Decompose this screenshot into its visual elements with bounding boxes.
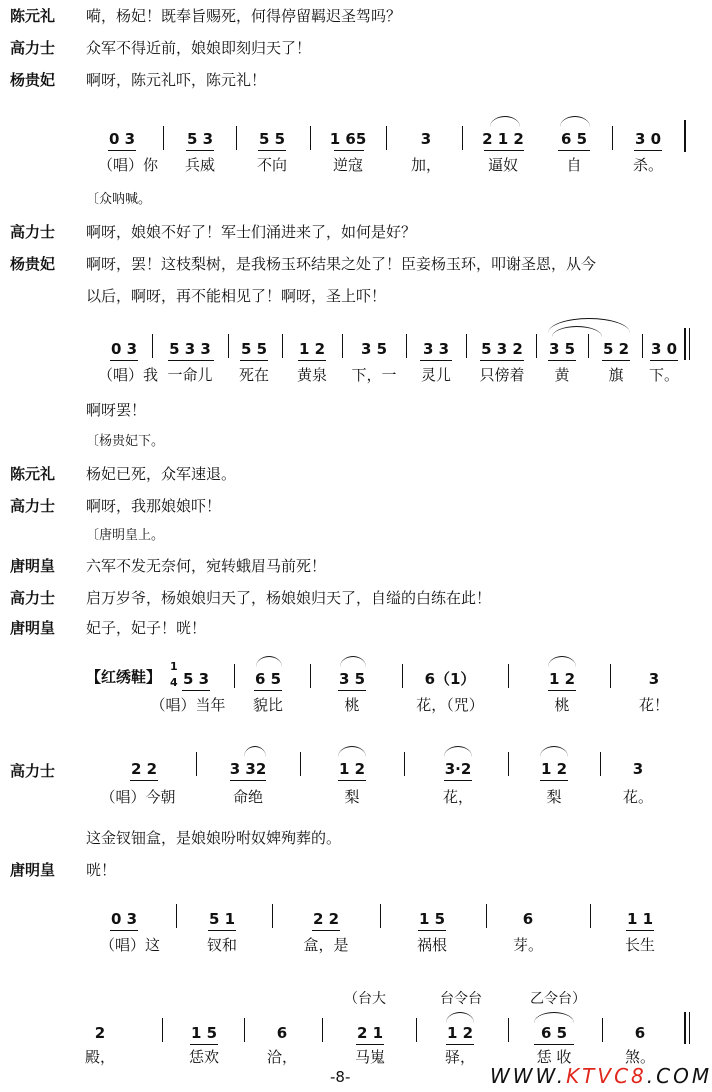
dialog-line bbox=[0, 824, 700, 852]
dialog-line bbox=[0, 66, 700, 94]
dialog-line bbox=[0, 282, 700, 310]
site-prefix: WWW. bbox=[490, 1064, 567, 1088]
lyric: （唱）我 bbox=[97, 366, 159, 384]
lyric: （唱）你 bbox=[97, 156, 159, 174]
lyric: 盒，是 bbox=[303, 936, 349, 954]
notation: 3 5 bbox=[360, 340, 388, 358]
lyric: 黄泉 bbox=[296, 366, 328, 384]
lyric: （唱）今朝 bbox=[100, 788, 176, 806]
lyric: 不向 bbox=[256, 156, 288, 174]
dialog-line bbox=[0, 218, 700, 246]
lyric: 殿， bbox=[84, 1048, 116, 1066]
lyric: 恁欢 bbox=[188, 1048, 220, 1066]
notation: 3·2 bbox=[444, 760, 472, 778]
notation: 3 5 bbox=[338, 670, 366, 688]
lyric: 桃 bbox=[344, 696, 360, 714]
lyric: 花，（咒） bbox=[416, 696, 484, 714]
lyric: 自 bbox=[566, 156, 582, 174]
dialog-text: 启万岁爷，杨娘娘归天了，杨娘娘归天了，自缢的白练在此！ bbox=[86, 589, 492, 607]
percussion: 乙令台） bbox=[530, 991, 586, 1007]
notation: 3 bbox=[420, 130, 432, 148]
dialog-line bbox=[0, 34, 700, 62]
dialog-line bbox=[0, 460, 700, 488]
dialog-text: 啊呀，罢！这枝梨树，是我杨玉环结果之处了！臣妾杨玉环，叩谢圣恩，从今 bbox=[86, 255, 597, 273]
speaker-name: 杨贵妃 bbox=[10, 255, 56, 273]
notation: 5 5 bbox=[258, 130, 286, 148]
notation: 0 3 bbox=[108, 130, 136, 148]
dialog-text: 六军不发无奈何，宛转蛾眉马前死！ bbox=[86, 557, 327, 575]
lyric: 洽， bbox=[266, 1048, 298, 1066]
dialog-text: 咣！ bbox=[86, 861, 117, 879]
speaker-name: 杨贵妃 bbox=[10, 71, 56, 89]
percussion: （台大 bbox=[344, 991, 386, 1007]
percussion: 台令台 bbox=[440, 991, 482, 1007]
lyric: 长生 bbox=[624, 936, 656, 954]
lyric: 花！ bbox=[638, 696, 670, 714]
dialog-line bbox=[0, 396, 700, 424]
notation: 5 5 bbox=[240, 340, 268, 358]
speaker-name: 陈元礼 bbox=[10, 465, 56, 483]
speaker-name: 高力士 bbox=[10, 223, 56, 241]
notation: 5 3 bbox=[182, 670, 210, 688]
lyric: 花， bbox=[442, 788, 474, 806]
speaker-name: 唐明皇 bbox=[10, 861, 56, 879]
stage-direction: 〔杨贵妃下。 bbox=[86, 434, 165, 449]
notation: 6 bbox=[522, 910, 534, 928]
dialog-line bbox=[0, 856, 700, 884]
notation: 5 2 bbox=[602, 340, 630, 358]
dialog-line bbox=[0, 614, 700, 642]
notation: 2 2 bbox=[130, 760, 158, 778]
dialog-text: 啊呀，我那娘娘吓！ bbox=[86, 497, 222, 515]
dialog-text: 嗬，杨妃！既奉旨赐死，何得停留羁迟圣驾吗？ bbox=[86, 7, 402, 25]
stage-direction: 〔众呐喊。 bbox=[86, 192, 152, 207]
notation: 1 2 bbox=[540, 760, 568, 778]
dialog-line bbox=[0, 552, 700, 580]
lyric: 旗 bbox=[608, 366, 624, 384]
lyric: 逼奴 bbox=[487, 156, 519, 174]
lyric: 芽。 bbox=[512, 936, 544, 954]
lyric: 灵儿 bbox=[420, 366, 452, 384]
speaker-name: 高力士 bbox=[10, 589, 56, 607]
speaker-name: 唐明皇 bbox=[10, 557, 56, 575]
notation: 3 3 bbox=[422, 340, 450, 358]
dialog-text: 啊呀，陈元礼吓，陈元礼！ bbox=[86, 71, 267, 89]
lyric: 只傍着 bbox=[479, 366, 525, 384]
notation: 1 2 bbox=[338, 760, 366, 778]
notation: 0 3 bbox=[110, 340, 138, 358]
speaker-name: 高力士 bbox=[10, 762, 56, 780]
lyric: 花。 bbox=[622, 788, 654, 806]
lyric: （唱）当年 bbox=[150, 696, 226, 714]
lyric: 梨 bbox=[546, 788, 562, 806]
lyric: 兵威 bbox=[184, 156, 216, 174]
notation: 3 5 bbox=[548, 340, 576, 358]
lyric: 一命儿 bbox=[167, 366, 213, 384]
notation: 6 5 bbox=[254, 670, 282, 688]
notation: 1 5 bbox=[418, 910, 446, 928]
notation: 3 32 bbox=[229, 760, 267, 778]
dialog-text: 啊呀，娘娘不好了！军士们涌进来了，如何是好？ bbox=[86, 223, 417, 241]
lyric: 桃 bbox=[554, 696, 570, 714]
lyric: 黄 bbox=[554, 366, 570, 384]
notation: 3 bbox=[632, 760, 644, 778]
dialog-line bbox=[0, 584, 700, 612]
page-number: -8- bbox=[330, 1068, 351, 1086]
lyric: 貌比 bbox=[252, 696, 284, 714]
dialog-line bbox=[0, 2, 700, 30]
notation: 3 0 bbox=[650, 340, 678, 358]
lyric: （唱）这 bbox=[99, 936, 161, 954]
dialog-text: 杨妃已死，众军速退。 bbox=[86, 465, 237, 483]
dialog-text: 这金钗钿盒，是娘娘吩咐奴婢殉葬的。 bbox=[86, 829, 342, 847]
lyric: 驿， bbox=[444, 1048, 476, 1066]
lyric: 杀。 bbox=[632, 156, 664, 174]
dialog-text: 众军不得近前，娘娘即刻归天了！ bbox=[86, 39, 312, 57]
notation: 1 2 bbox=[446, 1024, 474, 1042]
dialog-text: 以后，啊呀，再不能相见了！啊呀，圣上吓！ bbox=[86, 287, 387, 305]
speaker-name: 陈元礼 bbox=[10, 7, 56, 25]
lyric: 死在 bbox=[238, 366, 270, 384]
lyric: 梨 bbox=[344, 788, 360, 806]
notation: 1 5 bbox=[190, 1024, 218, 1042]
notation: 6 5 bbox=[560, 130, 588, 148]
lyric: 祸根 bbox=[416, 936, 448, 954]
notation: 2 2 bbox=[312, 910, 340, 928]
lyric: 恁 收 bbox=[536, 1048, 572, 1066]
meter-bottom: 4 bbox=[170, 676, 178, 689]
site-watermark bbox=[490, 1064, 712, 1088]
notation: 1 2 bbox=[298, 340, 326, 358]
speaker-name: 唐明皇 bbox=[10, 619, 56, 637]
notation: 2 1 bbox=[356, 1024, 384, 1042]
lyric: 命绝 bbox=[232, 788, 264, 806]
dialog-line bbox=[0, 492, 700, 520]
lyric: 逆寇 bbox=[332, 156, 364, 174]
meter-top: 1 bbox=[170, 660, 178, 673]
notation: 3 0 bbox=[634, 130, 662, 148]
notation: 5 1 bbox=[208, 910, 236, 928]
site-brand: KTVC8 bbox=[566, 1064, 647, 1088]
tune-name: 【红绣鞋】 bbox=[86, 668, 162, 686]
speaker-name: 高力士 bbox=[10, 497, 56, 515]
lyric: 钗和 bbox=[206, 936, 238, 954]
site-suffix: .COM bbox=[646, 1064, 712, 1088]
dialog-text: 啊呀罢！ bbox=[86, 401, 147, 419]
notation: 5 3 bbox=[186, 130, 214, 148]
dialog-text: 妃子，妃子！咣！ bbox=[86, 619, 207, 637]
dialog-line bbox=[0, 250, 700, 278]
lyric: 加， bbox=[410, 156, 442, 174]
lyric: 马嵬 bbox=[354, 1048, 386, 1066]
notation: 1 65 bbox=[329, 130, 367, 148]
notation: 6 bbox=[634, 1024, 646, 1042]
lyric: 下，一 bbox=[351, 366, 397, 384]
notation: 6（1） bbox=[424, 670, 476, 688]
notation: 0 3 bbox=[110, 910, 138, 928]
notation: 2 1 2 bbox=[482, 130, 524, 148]
speaker-name: 高力士 bbox=[10, 39, 56, 57]
lyric: 下。 bbox=[648, 366, 680, 384]
notation: 1 2 bbox=[548, 670, 576, 688]
notation: 6 5 bbox=[540, 1024, 568, 1042]
notation: 6 bbox=[276, 1024, 288, 1042]
notation: 5 3 3 bbox=[169, 340, 211, 358]
notation: 5 3 2 bbox=[481, 340, 523, 358]
stage-direction: 〔唐明皇上。 bbox=[86, 528, 165, 543]
notation: 2 bbox=[94, 1024, 106, 1042]
notation: 3 bbox=[648, 670, 660, 688]
lyric: 煞。 bbox=[624, 1048, 656, 1066]
notation: 1 1 bbox=[626, 910, 654, 928]
